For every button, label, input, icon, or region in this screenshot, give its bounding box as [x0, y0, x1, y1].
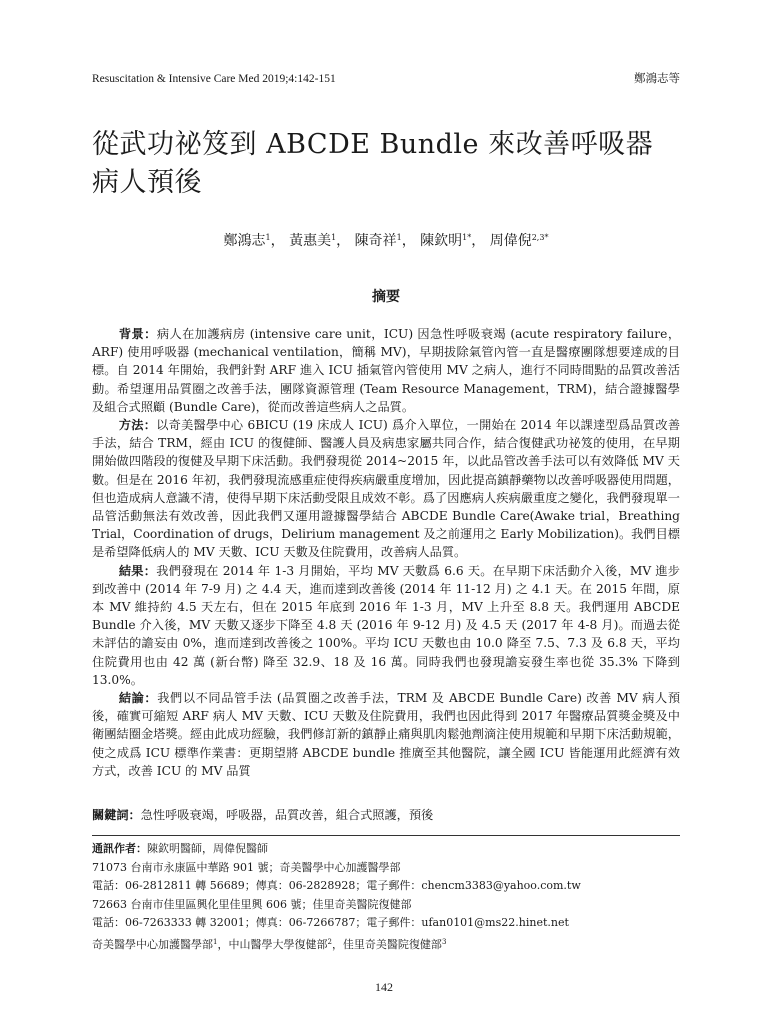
section-label: 結果：	[118, 563, 157, 578]
correspondence-contact: 電話：06-2812811 轉 56689；傳真：06-2828928；電子郵件：chencm3383@yahoo.com.tw	[92, 879, 581, 892]
author-affiliation-mark: 2,3*	[531, 233, 549, 242]
author-name: 陳奇祥	[354, 233, 397, 249]
author-affiliation-mark: 1	[265, 233, 271, 242]
author-separator: ，	[401, 233, 416, 249]
section-label: 背景：	[118, 327, 157, 341]
affiliation: 奇美醫學中心加護醫學部	[92, 937, 213, 951]
author-affiliation-mark: 1	[396, 233, 402, 242]
section-text: 我們以不同品管手法 (品質圈之改善手法，TRM 及 ABCDE Bundle Care) 改善 MV 病人預後，確實可縮短 ARF 病人 MV 天數、ICU 天數及住院費用，我們也因此得到 2017 年醫療品質獎金獎及中衛團結圈金塔獎。經由此成功經驗，我們修訂新的鎮靜止痛與肌肉鬆弛劑滴注使用規範和早期下床活動規範，使之成爲 ICU 標準作業書：更期望將 ABCDE bundle 推廣至其他醫院，讓全國 ICU 皆能運用此經濟有效方式，改善 ICU 的 MV 品質	[92, 691, 681, 778]
keywords	[92, 806, 680, 824]
abstract-body	[92, 325, 680, 780]
section-label: 結論：	[118, 691, 158, 706]
author-affiliation-mark: 1*	[462, 233, 472, 242]
author-name: 周偉倪	[489, 233, 532, 249]
author-name: 黃惠美	[289, 233, 332, 249]
abstract-heading: 摘要	[372, 289, 400, 305]
correspondence-names: 陳欽明醫師，周偉倪醫師	[147, 842, 268, 855]
affiliation-mark: 1	[213, 937, 218, 946]
correspondence-authors	[92, 840, 680, 859]
abstract-conclusion	[92, 689, 680, 780]
author-separator: ，	[471, 233, 486, 249]
author-separator: ，	[270, 233, 285, 249]
section-text: 我們發現在 2014 年 1-3 月開始，平均 MV 天數爲 6.6 天。在早期下床活動介入後，MV 進步到改善中 (2014 年 7-9 月) 之 4.4 天，進而達到改善後 (2014 年 11-12 月) 之 4.1 天。在 2015 年間，原本 MV 維持約 4.5 天左右，但在 2015 年底到 2016 年 1-3 月，MV 上升至 8.8 天。我們運用 ABCDE Bundle 介入後，MV 天數又逐步下降至 4.8 天 (2016 年 9-12 月) 及 4.5 天 (2017 年 4-8 月)。而過去從未評估的譫妄由 0%，進而達到改善後之 100%。平均 ICU 天數也由 10.0 降至 7.5、7.3 及 6.8 天，平均住院費用也由 42 萬 (新台幣) 降至 32.9、18 及 16 萬。同時我們也發現譫妄發生率也從 35.3% 下降到 13.0%。	[92, 563, 680, 687]
keywords-text: 急性呼吸衰竭，呼吸器，品質改善，組合式照護，預後	[140, 808, 434, 822]
author-name: 陳欽明	[420, 233, 463, 249]
author-name: 鄭鴻志	[223, 233, 266, 249]
keywords-label: 關鍵詞：	[92, 808, 141, 822]
correspondence-block	[92, 840, 680, 954]
author-list	[92, 228, 680, 251]
correspondence-address: 71073 台南市永康區中華路 901 號；奇美醫學中心加護醫學部	[92, 860, 401, 874]
affiliation: ，佳里奇美醫院復健部	[331, 937, 442, 951]
journal-citation: Resuscitation & Intensive Care Med 2019;4:142-151	[92, 73, 336, 85]
correspondence-address: 72663 台南市佳里區興化里佳里興 606 號；佳里奇美醫院復健部	[92, 897, 412, 911]
footnote-divider	[92, 835, 680, 836]
affiliation-mark: 3	[441, 937, 447, 946]
correspondence-label: 通訊作者：	[92, 842, 147, 855]
affiliation-mark: 2	[327, 937, 332, 946]
correspondence-contact: 電話：06-7263333 轉 32001；傳真：06-7266787；電子郵件：ufan0101@ms22.hinet.net	[92, 916, 569, 929]
author-affiliation-mark: 1	[331, 233, 337, 242]
abstract-background	[92, 325, 680, 416]
abstract-methods	[92, 416, 680, 562]
running-author: 鄭鴻志等	[634, 73, 680, 85]
section-text: 病人在加護病房 (intensive care unit，ICU) 因急性呼吸衰竭 (acute respiratory failure，ARF) 使用呼吸器 (mechanical ventilation，簡稱 MV)，早期拔除氣管內管一直是醫療團隊想要達成的目標。自 2014 年開始，我們針對 ARF 進入 ICU 插氣管內管使用 MV 之病人，進行不同時間點的品質改善活動。希望運用品質圈之改善手法，團隊資源管理 (Team Resource Management，TRM)，結合證據醫學及組合式照顧 (Bundle Care)，從而改善這些病人之品質。	[92, 327, 681, 414]
author-separator: ，	[336, 233, 351, 249]
section-text: 以奇美醫學中心 6BICU (19 床成人 ICU) 爲介入單位，一開始在 2014 年以課達型爲品質改善手法，結合 TRM，經由 ICU 的復健師、醫護人員及病患家屬共同合作，結合復健武功祕笈的使用，在早期開始做四階段的復健及早期下床活動。我們發現從 2014~2015 年，以此品管改善手法可以有效降低 MV 天數。但是在 2016 年初，我們發現流感重症使得疾病嚴重度增加，因此提高鎮靜藥物以改善呼吸器使用問題，但也造成病人意識不清，使得早期下床活動受限且成效不彰。爲了因應病人疾病嚴重度之變化，我們發現單一品管活動無法有效改善，因此我們又運用證據醫學結合 ABCDE Bundle Care(Awake trial，Breathing Trial，Coordination of drugs，Delirium management 及之前運用之 Early Mobilization)。我們目標是希望降低病人的 MV 天數、ICU 天數及住院費用，改善病人品質。	[92, 418, 681, 560]
abstract-results	[92, 562, 680, 689]
page-number: 142	[375, 980, 393, 994]
paper-title: 從武功祕笈到 ABCDE Bundle 來改善呼吸器病人預後	[92, 129, 654, 198]
section-label: 方法：	[118, 418, 157, 433]
affiliation-line	[92, 933, 680, 955]
affiliation: ，中山醫學大學復健部	[217, 937, 328, 951]
